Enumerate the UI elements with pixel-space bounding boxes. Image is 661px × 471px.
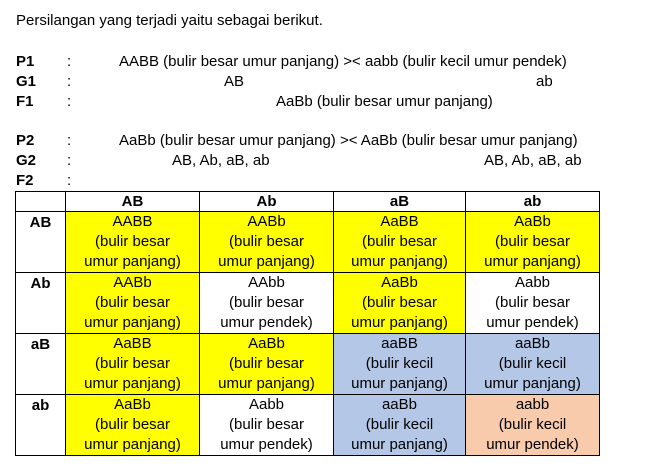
- phenotype-text: umur panjang): [218, 253, 315, 270]
- g1-line: [0, 72, 661, 92]
- punnett-cell: [200, 395, 334, 456]
- phenotype-text: (bulir besar: [361, 233, 438, 250]
- phenotype-text: (bulir besar: [228, 355, 305, 372]
- table-row: [16, 334, 600, 395]
- p1-colon: :: [67, 53, 72, 70]
- p2-colon: :: [67, 132, 72, 149]
- phenotype-text: (bulir besar: [94, 294, 171, 311]
- phenotype-text: (bulir besar: [494, 294, 571, 311]
- punnett-cell: [200, 212, 334, 273]
- genotype-text: aaBb: [514, 335, 551, 352]
- punnett-cell: [334, 273, 466, 334]
- p1-text: AABB (bulir besar umur panjang) >< aabb (bulir kecil umur pendek): [119, 53, 567, 70]
- table-row: [16, 273, 600, 334]
- phenotype-text: umur panjang): [351, 436, 448, 453]
- p1-label: P1: [16, 53, 35, 70]
- genotype-text: AAbb: [248, 274, 285, 291]
- punnett-header-row: [16, 192, 600, 212]
- row-head: ab: [16, 395, 66, 456]
- punnett-cell: [334, 334, 466, 395]
- f2-colon: :: [67, 172, 72, 189]
- genotype-text: AABb: [113, 274, 152, 291]
- phenotype-text: umur pendek): [486, 314, 579, 331]
- punnett-cell: [66, 212, 200, 273]
- genotype-text: AABB: [112, 213, 153, 230]
- f1-colon: :: [67, 93, 72, 110]
- g2-label: G2: [16, 152, 37, 169]
- genotype-text: AaBb: [248, 335, 285, 352]
- table-row: [16, 395, 600, 456]
- g1-colon: :: [67, 73, 72, 90]
- genotype-text: AaBb: [114, 396, 151, 413]
- phenotype-text: (bulir besar: [361, 294, 438, 311]
- phenotype-text: umur pendek): [220, 436, 313, 453]
- genotype-text: AaBb: [514, 213, 551, 230]
- punnett-cell: [466, 334, 600, 395]
- col-head: aB: [334, 192, 466, 212]
- punnett-cell: [200, 273, 334, 334]
- g1-right: ab: [536, 73, 553, 90]
- punnett-cell: [466, 395, 600, 456]
- genotype-text: aaBb: [381, 396, 418, 413]
- phenotype-text: umur panjang): [351, 253, 448, 270]
- punnett-cell: [66, 395, 200, 456]
- f1-label: F1: [16, 93, 34, 110]
- phenotype-text: (bulir besar: [94, 416, 171, 433]
- genotype-text: AaBB: [113, 335, 152, 352]
- genotype-text: Aabb: [248, 396, 285, 413]
- punnett-square: [15, 191, 600, 456]
- phenotype-text: (bulir besar: [494, 233, 571, 250]
- phenotype-text: (bulir kecil: [365, 355, 434, 372]
- phenotype-text: umur panjang): [84, 436, 181, 453]
- genotype-text: aabb: [515, 396, 550, 413]
- genotype-text: AaBb: [381, 274, 418, 291]
- genotype-text: AaBB: [380, 213, 419, 230]
- phenotype-text: (bulir besar: [228, 416, 305, 433]
- punnett-cell: [334, 212, 466, 273]
- phenotype-text: (bulir kecil: [498, 355, 567, 372]
- phenotype-text: (bulir besar: [94, 233, 171, 250]
- phenotype-text: umur pendek): [486, 436, 579, 453]
- col-head: ab: [466, 192, 600, 212]
- punnett-cell: [466, 273, 600, 334]
- g2-right: AB, Ab, aB, ab: [484, 152, 582, 169]
- phenotype-text: (bulir besar: [94, 355, 171, 372]
- genotype-text: aaBB: [381, 335, 418, 352]
- phenotype-text: (bulir kecil: [498, 416, 567, 433]
- f2-line: [0, 171, 661, 191]
- genotype-text: Aabb: [514, 274, 551, 291]
- phenotype-text: umur panjang): [484, 253, 581, 270]
- phenotype-text: umur panjang): [351, 314, 448, 331]
- g1-left: AB: [224, 73, 245, 90]
- phenotype-text: umur pendek): [220, 314, 313, 331]
- phenotype-text: umur panjang): [84, 314, 181, 331]
- col-head: AB: [66, 192, 200, 212]
- punnett-cell: [200, 334, 334, 395]
- g2-left: AB, Ab, aB, ab: [172, 152, 270, 169]
- punnett-cell: [334, 395, 466, 456]
- table-row: [16, 212, 600, 273]
- p2-label: P2: [16, 132, 35, 149]
- f2-label: F2: [16, 172, 34, 189]
- phenotype-text: umur panjang): [84, 253, 181, 270]
- punnett-cell: [66, 273, 200, 334]
- punnett-cell: [66, 334, 200, 395]
- row-head: Ab: [16, 273, 66, 334]
- p2-text: AaBb (bulir besar umur panjang) >< AaBb (bulir besar umur panjang): [119, 132, 578, 149]
- phenotype-text: (bulir kecil: [365, 416, 434, 433]
- punnett-cell: [466, 212, 600, 273]
- g1-label: G1: [16, 73, 37, 90]
- col-head: Ab: [200, 192, 334, 212]
- g2-line: [0, 151, 661, 171]
- intro-text: Persilangan yang terjadi yaitu sebagai berikut.: [16, 12, 323, 29]
- f1-line: [0, 92, 661, 112]
- genotype-text: AABb: [247, 213, 286, 230]
- phenotype-text: (bulir besar: [228, 294, 305, 311]
- phenotype-text: umur panjang): [484, 375, 581, 392]
- p2-line: [0, 131, 661, 151]
- g2-colon: :: [67, 152, 72, 169]
- p1-line: [0, 52, 661, 72]
- phenotype-text: (bulir besar: [228, 233, 305, 250]
- f1-text: AaBb (bulir besar umur panjang): [276, 93, 493, 110]
- row-head: aB: [16, 334, 66, 395]
- row-head: AB: [16, 212, 66, 273]
- phenotype-text: umur panjang): [84, 375, 181, 392]
- phenotype-text: umur panjang): [351, 375, 448, 392]
- corner-cell: [16, 192, 66, 212]
- phenotype-text: umur panjang): [218, 375, 315, 392]
